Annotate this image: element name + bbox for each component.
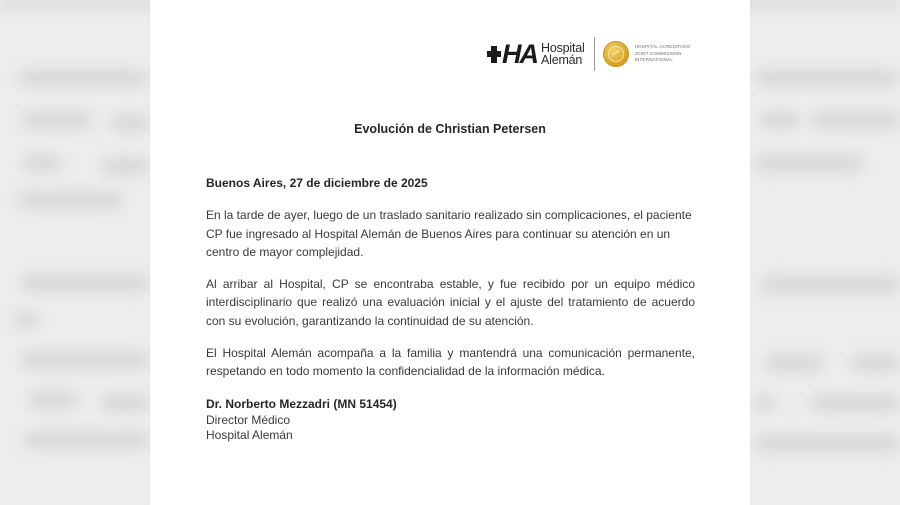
blurred-text-line xyxy=(755,70,900,86)
paragraph: El Hospital Alemán acompaña a la familia y mantendrá una comunicación permanente, respetando en todo momento la confidencialidad de la información médica. xyxy=(206,346,695,379)
document-body xyxy=(206,174,695,443)
blurred-text-line xyxy=(20,352,150,368)
blurred-text-line xyxy=(100,158,150,174)
accreditation-line: HOSPITAL ACREDITADO xyxy=(634,44,691,50)
blurred-text-line xyxy=(24,432,150,448)
jci-seal-icon xyxy=(603,41,629,67)
blurred-text-line xyxy=(755,395,775,411)
blurred-text-line xyxy=(810,112,900,128)
accreditation-line: JOINT COMMISSION xyxy=(634,50,682,56)
signatory-institution: Hospital Alemán xyxy=(206,427,293,442)
hospital-name-line2: Alemán xyxy=(541,53,583,67)
blurred-text-line xyxy=(755,435,900,451)
accreditation-text xyxy=(635,44,691,63)
blurred-text-line xyxy=(110,115,150,131)
blurred-text-line xyxy=(760,277,900,293)
plus-cross-icon xyxy=(487,44,501,64)
signature-block xyxy=(206,395,695,443)
blurred-text-line xyxy=(14,312,38,328)
blurred-text-line xyxy=(18,70,148,86)
hospital-logo xyxy=(487,37,690,71)
blurred-text-line xyxy=(18,192,123,208)
blurred-text-line xyxy=(28,392,78,408)
paragraph: En la tarde de ayer, luego de un traslado sanitario realizado sin complicaciones, el paciente CP fue ingresado al Hospital Alemán de Buenos Aires para continuar su atención en un centro de mayor complejidad. xyxy=(206,208,692,259)
blurred-text-line xyxy=(765,355,825,371)
document-title: Evolución de Christian Petersen xyxy=(354,122,546,136)
blurred-text-line xyxy=(810,395,900,411)
ha-logo-mark xyxy=(487,38,537,69)
signatory-name: Dr. Norberto Mezzadri (MN 51454) xyxy=(206,396,397,411)
hospital-name-line1: Hospital xyxy=(541,41,585,55)
blurred-text-line xyxy=(22,112,92,128)
document-page xyxy=(150,0,750,505)
dateline: Buenos Aires, 27 de diciembre de 2025 xyxy=(206,176,428,190)
ha-letters: HA xyxy=(502,38,537,69)
signatory-role: Director Médico xyxy=(206,412,291,427)
logo-divider xyxy=(594,37,595,71)
blurred-text-line xyxy=(22,155,62,171)
blurred-text-line xyxy=(100,395,150,411)
blurred-text-line xyxy=(20,275,150,291)
accreditation-line: INTERNATIONAL xyxy=(634,57,673,63)
blurred-text-line xyxy=(760,112,800,128)
hospital-name xyxy=(541,42,585,66)
blurred-text-line xyxy=(755,155,865,171)
blurred-text-line xyxy=(850,355,900,371)
paragraph: Al arribar al Hospital, CP se encontraba estable, y fue recibido por un equipo médico interdisciplinario que realizó una evaluación inicial y el ajuste del tratamiento de acuerdo con su evolución, garantizando la continuidad de su atención. xyxy=(206,277,695,328)
